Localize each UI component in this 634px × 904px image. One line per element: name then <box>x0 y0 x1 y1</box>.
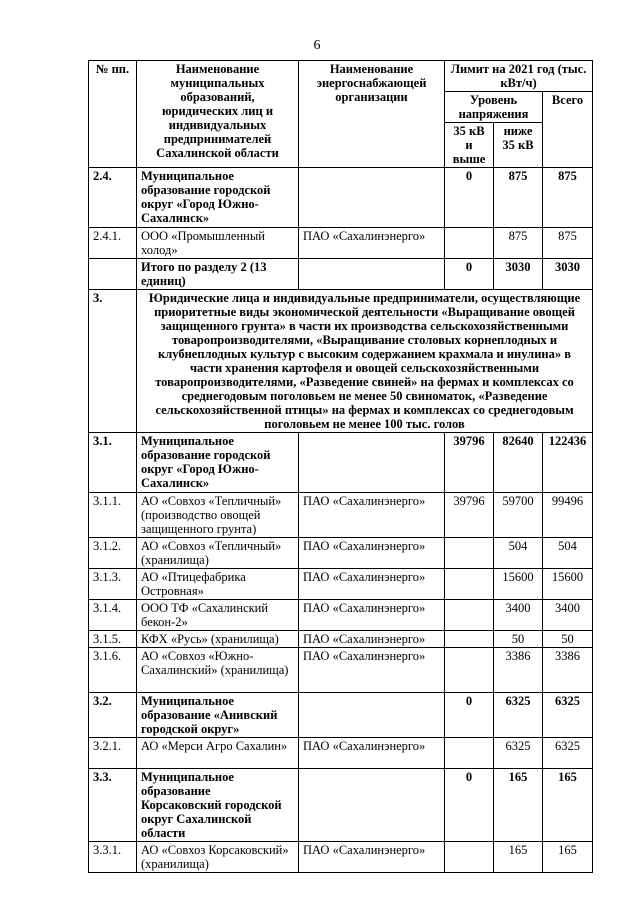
row-total: 3400 <box>543 600 593 631</box>
row-total: 3386 <box>543 648 593 693</box>
row-below-35kv: 15600 <box>494 569 543 600</box>
header-total: Всего <box>543 92 593 168</box>
row-org <box>299 433 445 493</box>
section-row <box>89 290 593 433</box>
row-org <box>299 693 445 738</box>
row-num: 3.2. <box>89 693 137 738</box>
table-row <box>89 600 593 631</box>
row-num: 3.3. <box>89 769 137 842</box>
row-name: ООО «Промышленный холод» <box>137 228 299 259</box>
row-name: АО «Совхоз «Южно-Сахалинский» (хранилища) <box>137 648 299 693</box>
row-num: 3.1.3. <box>89 569 137 600</box>
row-35kv: 0 <box>445 168 494 228</box>
header-35kv: 35 кВ и выше <box>445 123 494 168</box>
header-limit: Лимит на 2021 год (тыс. кВт/ч) <box>445 61 593 92</box>
row-name: Муниципальное образование городской округ «Город Южно-Сахалинск» <box>137 433 299 493</box>
header-below-35kv: ниже 35 кВ <box>494 123 543 168</box>
row-name: АО «Совхоз Корсаковский» (хранилища) <box>137 842 299 873</box>
row-num: 2.4. <box>89 168 137 228</box>
row-35kv: 0 <box>445 259 494 290</box>
row-org: ПАО «Сахалинэнерго» <box>299 493 445 538</box>
row-num: 3.1.6. <box>89 648 137 693</box>
row-below-35kv: 6325 <box>494 693 543 738</box>
row-org <box>299 259 445 290</box>
row-total: 504 <box>543 538 593 569</box>
row-name: Муниципальное образование Корсаковский городской округ Сахалинской области <box>137 769 299 842</box>
row-org: ПАО «Сахалинэнерго» <box>299 648 445 693</box>
row-total: 3030 <box>543 259 593 290</box>
header-name: Наименование муниципальных образований, юридических лиц и индивидуальных предпринимателей Сахалинской области <box>137 61 299 168</box>
row-below-35kv: 3386 <box>494 648 543 693</box>
table-row <box>89 168 593 228</box>
row-org: ПАО «Сахалинэнерго» <box>299 842 445 873</box>
energy-limits-table <box>88 60 593 873</box>
header-org: Наименование энергоснабжающей организации <box>299 61 445 168</box>
row-below-35kv: 504 <box>494 538 543 569</box>
row-below-35kv: 6325 <box>494 738 543 769</box>
row-35kv: 0 <box>445 769 494 842</box>
table-row <box>89 769 593 842</box>
row-name: АО «Мерси Агро Сахалин» <box>137 738 299 769</box>
row-name: Муниципальное образование «Анивский городской округ» <box>137 693 299 738</box>
table-row <box>89 228 593 259</box>
row-org: ПАО «Сахалинэнерго» <box>299 738 445 769</box>
row-below-35kv: 3400 <box>494 600 543 631</box>
table-row <box>89 648 593 693</box>
row-total: 122436 <box>543 433 593 493</box>
row-below-35kv: 3030 <box>494 259 543 290</box>
row-org: ПАО «Сахалинэнерго» <box>299 228 445 259</box>
row-num: 3.3.1. <box>89 842 137 873</box>
row-num: 3.2.1. <box>89 738 137 769</box>
table-row <box>89 693 593 738</box>
row-org: ПАО «Сахалинэнерго» <box>299 631 445 648</box>
row-total: 6325 <box>543 738 593 769</box>
row-name: Итого по разделу 2 (13 единиц) <box>137 259 299 290</box>
row-num: 3.1.4. <box>89 600 137 631</box>
row-org: ПАО «Сахалинэнерго» <box>299 538 445 569</box>
row-below-35kv: 59700 <box>494 493 543 538</box>
row-org <box>299 168 445 228</box>
row-total: 165 <box>543 842 593 873</box>
row-name: КФХ «Русь» (хранилища) <box>137 631 299 648</box>
row-below-35kv: 165 <box>494 769 543 842</box>
row-total: 6325 <box>543 693 593 738</box>
row-35kv: 39796 <box>445 493 494 538</box>
row-num: 3.1.5. <box>89 631 137 648</box>
row-35kv: 0 <box>445 693 494 738</box>
row-total: 875 <box>543 228 593 259</box>
row-35kv <box>445 738 494 769</box>
row-below-35kv: 875 <box>494 168 543 228</box>
table-row <box>89 569 593 600</box>
table-row <box>89 493 593 538</box>
row-org: ПАО «Сахалинэнерго» <box>299 569 445 600</box>
row-org: ПАО «Сахалинэнерго» <box>299 600 445 631</box>
table-row <box>89 631 593 648</box>
row-org <box>299 769 445 842</box>
row-35kv <box>445 648 494 693</box>
row-total: 50 <box>543 631 593 648</box>
row-35kv <box>445 631 494 648</box>
page-number: 6 <box>313 38 321 53</box>
row-35kv <box>445 538 494 569</box>
row-below-35kv: 165 <box>494 842 543 873</box>
row-below-35kv: 875 <box>494 228 543 259</box>
row-35kv <box>445 569 494 600</box>
row-below-35kv: 50 <box>494 631 543 648</box>
row-name: Муниципальное образование городской округ «Город Южно-Сахалинск» <box>137 168 299 228</box>
section-description: Юридические лица и индивидуальные предприниматели, осуществляющие приоритетные виды экономической деятельности «Выращивание овощей защищенного грунта» в части их производства сельскохозяйственными товаропроизводителями, «Выращивание столовых корнеплодных и клубнеплодных культур с высоким содержанием крахмала и инулина» в части хранения картофеля и овощей сельскохозяйственными товаропроизводителями, «Разведение свиней» на фермах и комплексах со среднегодовым поголовьем не менее 50 свиноматок, «Разведение сельскохозяйственной птицы» на фермах и комплексах со среднегодовым поголовьем не менее 100 тыс. голов <box>137 290 593 433</box>
row-35kv <box>445 842 494 873</box>
header-num: № пп. <box>89 61 137 168</box>
row-num: 3.1. <box>89 433 137 493</box>
row-total: 99496 <box>543 493 593 538</box>
row-total: 875 <box>543 168 593 228</box>
row-num: 3.1.2. <box>89 538 137 569</box>
row-name: ООО ТФ «Сахалинский бекон-2» <box>137 600 299 631</box>
row-total: 15600 <box>543 569 593 600</box>
table-row <box>89 259 593 290</box>
row-total: 165 <box>543 769 593 842</box>
header-level: Уровень напряжения <box>445 92 543 123</box>
row-name: АО «Совхоз «Тепличный» (производство овощей защищенного грунта) <box>137 493 299 538</box>
row-35kv: 39796 <box>445 433 494 493</box>
row-name: АО «Птицефабрика Островная» <box>137 569 299 600</box>
row-num: 3.1.1. <box>89 493 137 538</box>
row-35kv <box>445 600 494 631</box>
table-row <box>89 538 593 569</box>
table-row <box>89 842 593 873</box>
row-35kv <box>445 228 494 259</box>
table-row <box>89 433 593 493</box>
row-name: АО «Совхоз «Тепличный» (хранилища) <box>137 538 299 569</box>
table-row <box>89 738 593 769</box>
section-num: 3. <box>89 290 137 433</box>
row-num <box>89 259 137 290</box>
row-below-35kv: 82640 <box>494 433 543 493</box>
row-num: 2.4.1. <box>89 228 137 259</box>
